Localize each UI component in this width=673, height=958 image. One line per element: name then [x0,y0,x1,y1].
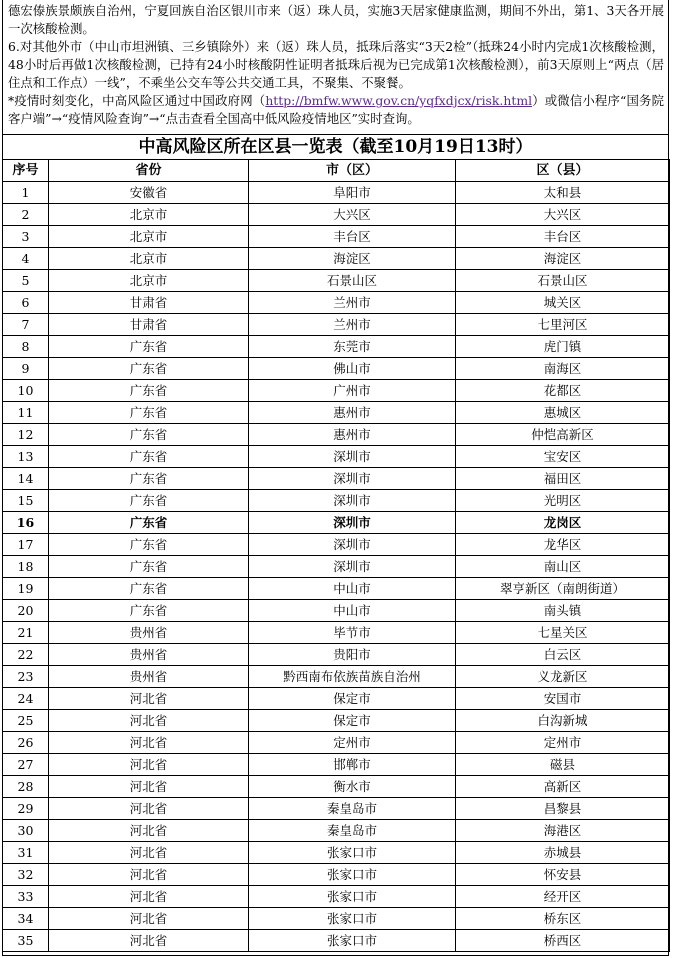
cell-province: 北京市 [49,270,249,292]
cell-index: 16 [3,512,49,534]
notice-line-c-post: ）或微信小程序“国务院客户端”→“疫情风险查询”→“点击查看全国高中低风险疫情地区”实时查询。 [8,93,664,126]
cell-district: 南山区 [456,556,670,578]
cell-district: 昌黎县 [456,798,670,820]
cell-city: 秦皇岛市 [249,820,456,842]
cell-province: 河北省 [49,820,249,842]
cell-district: 丰台区 [456,226,670,248]
cell-province: 广东省 [49,402,249,424]
cell-district: 定州市 [456,732,670,754]
notice-line-a: 德宏傣族景颇族自治州，宁夏回族自治区银川市来（返）珠人员，实施3天居家健康监测，期间不外出，第1、3天各开展一次核酸检测。 [8,3,664,36]
table-row [3,182,670,204]
cell-province: 广东省 [49,512,249,534]
cell-province: 北京市 [49,248,249,270]
cell-province: 河北省 [49,776,249,798]
cell-city: 惠州市 [249,402,456,424]
cell-index: 14 [3,468,49,490]
cell-province: 河北省 [49,754,249,776]
cell-index: 3 [3,226,49,248]
cell-city: 深圳市 [249,556,456,578]
table-row [3,402,670,424]
cell-index: 15 [3,490,49,512]
cell-province: 广东省 [49,578,249,600]
cell-index: 12 [3,424,49,446]
table-row [3,226,670,248]
cell-district: 光明区 [456,490,670,512]
cell-district: 七里河区 [456,314,670,336]
cell-index: 1 [3,182,49,204]
cell-index: 8 [3,336,49,358]
cell-province: 河北省 [49,842,249,864]
cell-index: 34 [3,908,49,930]
table-row [3,314,670,336]
table-body [3,182,670,952]
cell-index: 24 [3,688,49,710]
cell-district: 城关区 [456,292,670,314]
cell-district: 石景山区 [456,270,670,292]
cell-index: 20 [3,600,49,622]
cell-province: 贵州省 [49,622,249,644]
table-row [3,864,670,886]
cell-index: 31 [3,842,49,864]
risk-area-table [2,159,670,952]
cell-province: 河北省 [49,710,249,732]
table-row [3,578,670,600]
table-row [3,248,670,270]
cell-district: 海淀区 [456,248,670,270]
table-row [3,204,670,226]
cell-province: 甘肃省 [49,292,249,314]
cell-index: 35 [3,930,49,952]
cell-district: 太和县 [456,182,670,204]
cell-province: 广东省 [49,424,249,446]
cell-province: 河北省 [49,688,249,710]
cell-district: 大兴区 [456,204,670,226]
table-row [3,622,670,644]
cell-index: 27 [3,754,49,776]
cell-district: 龙岗区 [456,512,670,534]
cell-city: 阜阳市 [249,182,456,204]
cell-city: 广州市 [249,380,456,402]
table-row [3,644,670,666]
cell-province: 广东省 [49,358,249,380]
header-index: 序号 [3,160,49,182]
table-row [3,358,670,380]
cell-province: 广东省 [49,380,249,402]
cell-city: 张家口市 [249,864,456,886]
cell-province: 贵州省 [49,644,249,666]
cell-province: 河北省 [49,798,249,820]
table-row [3,424,670,446]
cell-city: 定州市 [249,732,456,754]
cell-district: 翠亨新区（南朗街道） [456,578,670,600]
cell-index: 17 [3,534,49,556]
cell-index: 10 [3,380,49,402]
cell-district: 海港区 [456,820,670,842]
table-row [3,688,670,710]
cell-district: 宝安区 [456,446,670,468]
cell-index: 30 [3,820,49,842]
cell-index: 4 [3,248,49,270]
risk-query-link[interactable]: http://bmfw.www.gov.cn/yqfxdjcx/risk.html [265,93,533,108]
cell-district: 惠城区 [456,402,670,424]
cell-province: 河北省 [49,886,249,908]
table-row [3,710,670,732]
cell-city: 中山市 [249,600,456,622]
cell-city: 海淀区 [249,248,456,270]
cell-district: 白云区 [456,644,670,666]
cell-city: 兰州市 [249,314,456,336]
cell-province: 北京市 [49,204,249,226]
cell-city: 邯郸市 [249,754,456,776]
header-province: 省份 [49,160,249,182]
cell-district: 义龙新区 [456,666,670,688]
cell-province: 河北省 [49,732,249,754]
cell-index: 11 [3,402,49,424]
cell-district: 安国市 [456,688,670,710]
cell-index: 21 [3,622,49,644]
cell-city: 保定市 [249,710,456,732]
cell-city: 兰州市 [249,292,456,314]
table-title: 中高风险区所在区县一览表（截至10月19日13时） [2,134,669,160]
table-row [3,798,670,820]
cell-city: 保定市 [249,688,456,710]
cell-province: 河北省 [49,930,249,952]
cell-district: 怀安县 [456,864,670,886]
cell-district: 白沟新城 [456,710,670,732]
cell-index: 25 [3,710,49,732]
notice-line-b: 6.对其他外市（中山市坦洲镇、三乡镇除外）来（返）珠人员，抵珠后落实“3天2检”（抵珠24小时内完成1次核酸检测，48小时后再做1次核酸检测，已持有24小时核酸阴性证明者抵珠后视为已完成第1次核酸检测），前3天原则上“两点（居住点和工作点）一线”，不乘坐公交车等公共交通工具，不聚集、不聚餐。 [8,39,664,90]
cell-province: 广东省 [49,490,249,512]
cell-district: 赤城县 [456,842,670,864]
cell-index: 23 [3,666,49,688]
cell-province: 广东省 [49,600,249,622]
cell-index: 18 [3,556,49,578]
notice-line-c-pre: *疫情时刻变化，中高风险区通过中国政府网（ [8,93,266,108]
cell-district: 桥东区 [456,908,670,930]
cell-index: 2 [3,204,49,226]
cell-city: 深圳市 [249,512,456,534]
header-city: 市（区） [249,160,456,182]
cell-city: 深圳市 [249,490,456,512]
table-row [3,512,670,534]
table-row [3,886,670,908]
cell-province: 广东省 [49,556,249,578]
cell-city: 深圳市 [249,446,456,468]
cell-index: 13 [3,446,49,468]
cell-district: 虎门镇 [456,336,670,358]
cell-index: 7 [3,314,49,336]
cell-district: 桥西区 [456,930,670,952]
cell-district: 经开区 [456,886,670,908]
cell-province: 河北省 [49,908,249,930]
notice-line-c [8,92,664,128]
header-district: 区（县） [456,160,670,182]
table-row [3,380,670,402]
table-row [3,446,670,468]
cell-district: 磁县 [456,754,670,776]
cell-district: 花都区 [456,380,670,402]
cell-index: 19 [3,578,49,600]
cell-city: 张家口市 [249,930,456,952]
cell-city: 佛山市 [249,358,456,380]
cell-city: 张家口市 [249,908,456,930]
cell-province: 广东省 [49,468,249,490]
cell-city: 秦皇岛市 [249,798,456,820]
cell-province: 广东省 [49,446,249,468]
table-row [3,732,670,754]
table-row [3,842,670,864]
notice-text [8,2,664,128]
cell-province: 广东省 [49,534,249,556]
table-row [3,468,670,490]
table-row [3,600,670,622]
cell-district: 高新区 [456,776,670,798]
cell-index: 28 [3,776,49,798]
cell-city: 黔西南布依族苗族自治州 [249,666,456,688]
cell-district: 福田区 [456,468,670,490]
cell-city: 东莞市 [249,336,456,358]
cell-province: 北京市 [49,226,249,248]
cell-city: 衡水市 [249,776,456,798]
table-row [3,754,670,776]
cell-province: 安徽省 [49,182,249,204]
cell-index: 6 [3,292,49,314]
cell-index: 26 [3,732,49,754]
table-header-row [3,160,670,182]
cell-index: 9 [3,358,49,380]
table-row [3,666,670,688]
cell-district: 南头镇 [456,600,670,622]
cell-district: 南海区 [456,358,670,380]
cell-district: 七星关区 [456,622,670,644]
table-row [3,556,670,578]
cell-province: 广东省 [49,336,249,358]
cell-district: 仲恺高新区 [456,424,670,446]
cell-city: 大兴区 [249,204,456,226]
cell-city: 深圳市 [249,534,456,556]
cell-province: 甘肃省 [49,314,249,336]
cell-province: 河北省 [49,864,249,886]
cell-city: 丰台区 [249,226,456,248]
cell-city: 石景山区 [249,270,456,292]
cell-city: 张家口市 [249,886,456,908]
table-row [3,930,670,952]
cell-city: 深圳市 [249,468,456,490]
table-row [3,776,670,798]
cell-city: 贵阳市 [249,644,456,666]
cell-province: 贵州省 [49,666,249,688]
table-row [3,534,670,556]
cell-district: 龙华区 [456,534,670,556]
table-row [3,292,670,314]
table-row [3,820,670,842]
cell-index: 22 [3,644,49,666]
cell-city: 毕节市 [249,622,456,644]
cell-index: 32 [3,864,49,886]
table-row [3,336,670,358]
cell-city: 惠州市 [249,424,456,446]
table-row [3,490,670,512]
cell-city: 中山市 [249,578,456,600]
cell-index: 33 [3,886,49,908]
cell-index: 29 [3,798,49,820]
cell-index: 5 [3,270,49,292]
cell-city: 张家口市 [249,842,456,864]
table-row [3,908,670,930]
table-row [3,270,670,292]
